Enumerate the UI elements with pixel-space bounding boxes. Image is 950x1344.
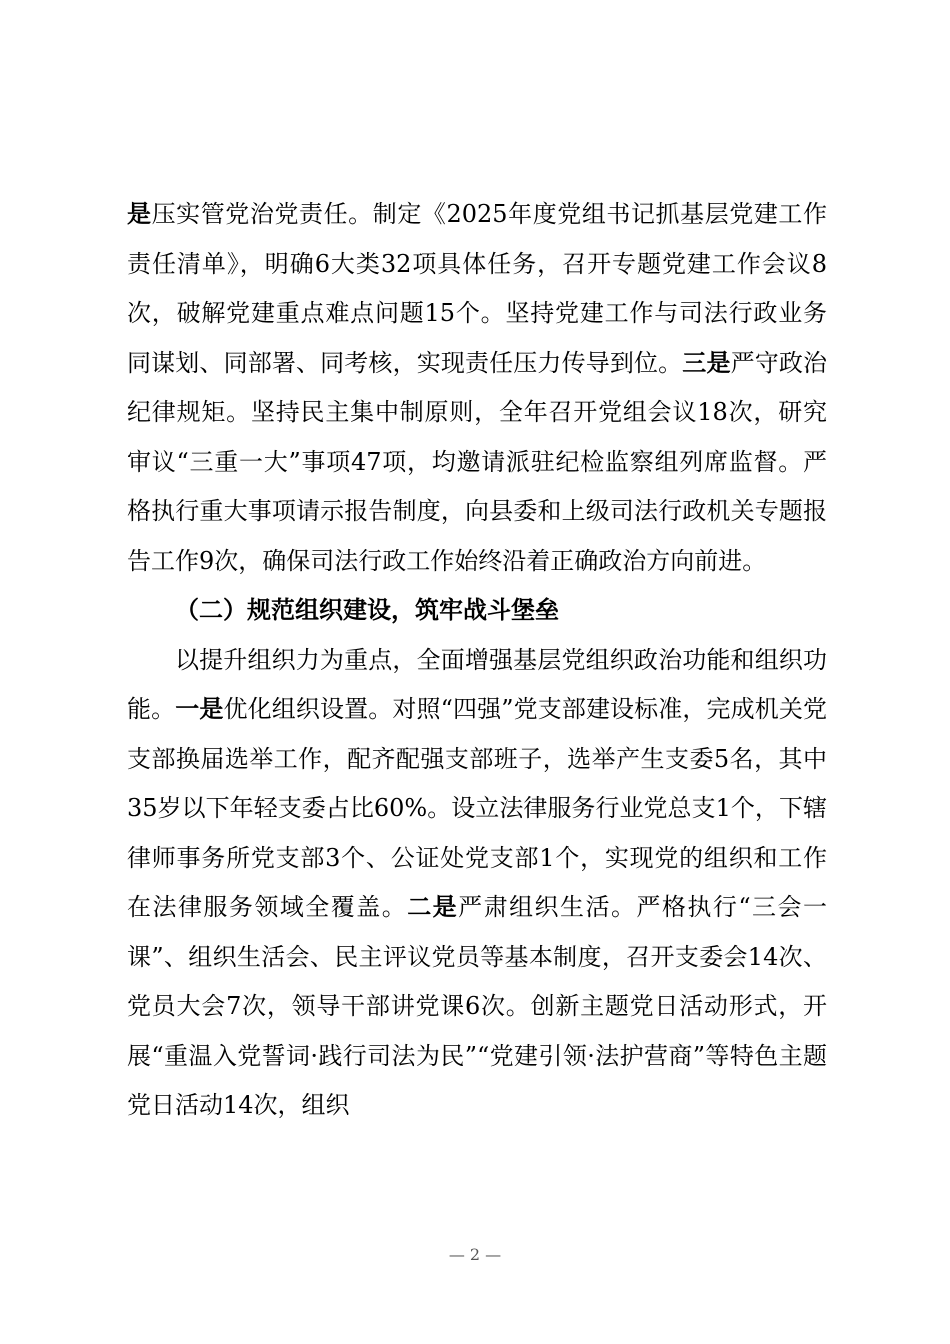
paragraph-text: 以提升组织力为重点，全面增强基层党组织政治功能和组织功能。: [127, 645, 827, 723]
paragraph-continued: [127, 190, 827, 586]
lead-marker: 二是: [407, 893, 459, 921]
lead-marker: 三是: [682, 348, 731, 377]
paragraph-text: 严守政治纪律规矩。坚持民主集中制原则，全年召开党组会议18次，研究审议“三重一大”事项47项，均邀请派驻纪检监察组列席监督。严格执行重大事项请示报告制度，向县委和上级司法行政机关专题报告工作9次，确保司法行政工作始终沿着正确政治方向前进。: [127, 348, 828, 575]
paragraph-text: 压实管党治党责任。制定《2025年度党组书记抓基层党建工作责任清单》，明确6大类32项具体任务，召开专题党建工作会议8次，破解党建重点难点问题15个。坚持党建工作与司法行政业务同谋划、同部署、同考核，实现责任压力传导到位。: [127, 200, 828, 377]
document-body: [127, 190, 827, 1131]
paragraph-text: 严肃组织生活。严格执行“三会一课”、组织生活会、民主评议党员等基本制度，召开支委会14次、党员大会7次，领导干部讲党课6次。创新主题党日活动形式，开展“重温入党誓词·践行司法为民”“党建引领·法护营商”等特色主题党日活动14次，组织: [127, 893, 828, 1119]
section-heading: （二）规范组织建设，筑牢战斗堡垒: [175, 596, 559, 624]
page-number: — 2 —: [448, 1245, 502, 1264]
lead-marker: 一是: [175, 695, 224, 723]
paragraph-text: 优化组织设置。对照“四强”党支部建设标准，完成机关党支部换届选举工作，配齐配强支部班子，选举产生支委5名，其中35岁以下年轻支委占比60%。设立法律服务行业党总支1个，下辖律师事务所党支部3个、公证处党支部1个，实现党的组织和工作在法律服务领域全覆盖。: [127, 695, 828, 921]
lead-marker: 是: [127, 200, 152, 228]
paragraph: [127, 636, 827, 1131]
